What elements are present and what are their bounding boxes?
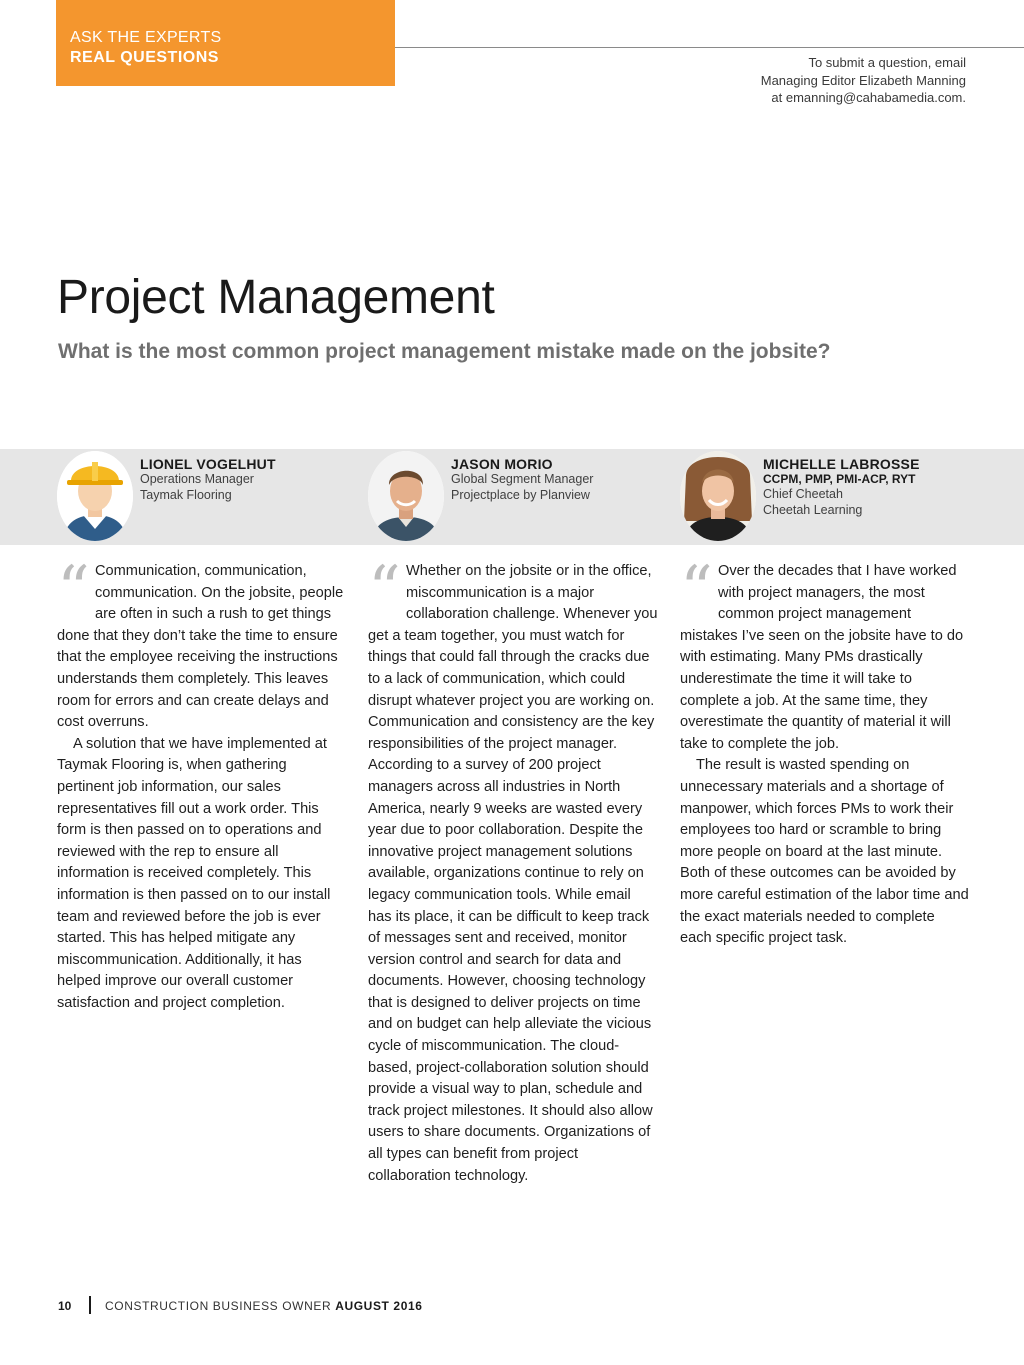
page-title: Project Management (57, 271, 495, 324)
quote-mark-icon: “ (368, 561, 401, 619)
hardhat-worker-icon (57, 451, 133, 541)
answer-paragraph: Whether on the jobsite or in the office, miscommunication is a major collaboration challenge. Whenever you get a team together, you must watch for things that could fall through the cracks due to a lack of communication, which could disrupt whatever project you are working on. Communication and consistency are the key responsibilities of the project manager. According to a survey of 200 project managers across all industries in North America, nearly 9 weeks are wasted every year due to poor collaboration. Despite the innovative project management solutions available, organizations continue to rely on legacy communication tools. While email has its place, it can be difficult to keep track of messages sent and received, monitor version control and search for data and documents. However, choosing technology that is designed to deliver projects on time and on budget can help alleviate the vicious cycle of miscommunication. The cloud-based, project-collaboration solution should provide a visual way to plan, schedule and track project milestones. It should also allow users to share documents. Organizations of all types can benefit from project collaboration technology. (368, 563, 658, 1184)
header-rule (395, 47, 1024, 48)
expert-role: Operations Manager (140, 472, 254, 486)
expert-role: Chief Cheetah (763, 487, 843, 501)
submit-note (646, 54, 966, 107)
section-tab (56, 0, 395, 86)
answer-paragraph: Over the decades that I have worked with project managers, the most common project management mistakes I’ve seen on the jobsite have to do with estimating. Many PMs drastically underestimate the time it will take to complete a job. At the same time, they overestimate the quantity of material it will take to complete the job. (680, 563, 964, 752)
expert-name: MICHELLE LABROSSE (763, 456, 920, 472)
expert-card-morio (368, 449, 668, 545)
expert-role: Global Segment Manager (451, 472, 594, 486)
expert-info (763, 456, 983, 518)
answer-paragraph: Communication, communication, communication. On the jobsite, people are often in such a rush to get things done that they don’t take the time to ensure that the employee receiving the instructions understands them completely. This leaves room for errors and can create delays and cost overruns. (57, 563, 344, 731)
avatar (57, 451, 133, 541)
expert-credentials: CCPM, PMP, PMI-ACP, RYT (763, 472, 916, 486)
expert-name: LIONEL VOGELHUT (140, 456, 276, 472)
answer-paragraph: A solution that we have implemented at Taymak Flooring is, when gathering pertinent job information, our sales representatives fill out a work order. This form is then passed on to operations and reviewed with the rep to ensure all information is received completely. This information is then passed on to our install team and reviewed before the job is ever started. This has helped mitigate any miscommunication. Additionally, it has helped improve our overall customer satisfaction and project completion. (57, 735, 331, 1011)
page-number: 10 (58, 1299, 72, 1313)
publication-name: CONSTRUCTION BUSINESS OWNER (105, 1299, 332, 1313)
quote-mark-icon: “ (57, 561, 90, 619)
answer-column-vogelhut (57, 561, 347, 1014)
section-title: REAL QUESTIONS (70, 49, 219, 66)
submit-line-1: To submit a question, email (808, 55, 966, 70)
expert-company: Projectplace by Planview (451, 487, 590, 502)
submit-line-2: Managing Editor Elizabeth Manning (760, 72, 966, 88)
woman-headshot-icon (680, 451, 756, 541)
section-kicker: ASK THE EXPERTS (70, 29, 222, 46)
expert-card-vogelhut (57, 449, 357, 545)
expert-info (140, 456, 360, 503)
expert-company: Taymak Flooring (140, 487, 232, 502)
avatar (368, 451, 444, 541)
answer-column-labrosse (680, 561, 970, 950)
expert-name: JASON MORIO (451, 456, 553, 472)
answer-column-morio (368, 561, 658, 1187)
publication-line (105, 1299, 423, 1313)
man-headshot-icon (368, 451, 444, 541)
expert-card-labrosse (680, 449, 980, 545)
expert-company: Cheetah Learning (763, 502, 863, 517)
issue-date: AUGUST 2016 (335, 1299, 423, 1313)
submit-line-3: at emanning@cahabamedia.com. (771, 90, 966, 105)
expert-info (451, 456, 671, 503)
answer-paragraph: The result is wasted spending on unnecessary materials and a shortage of manpower, which forces PMs to work their employees too hard or scramble to bring more people on board at the last minute. Both of these outcomes can be avoided by more careful estimation of the labor time and the exact materials needed to complete each specific project task. (680, 757, 969, 947)
quote-mark-icon: “ (680, 561, 713, 619)
avatar (680, 451, 756, 541)
footer-divider (89, 1296, 91, 1314)
question-subtitle: What is the most common project management mistake made on the jobsite? (58, 340, 831, 363)
